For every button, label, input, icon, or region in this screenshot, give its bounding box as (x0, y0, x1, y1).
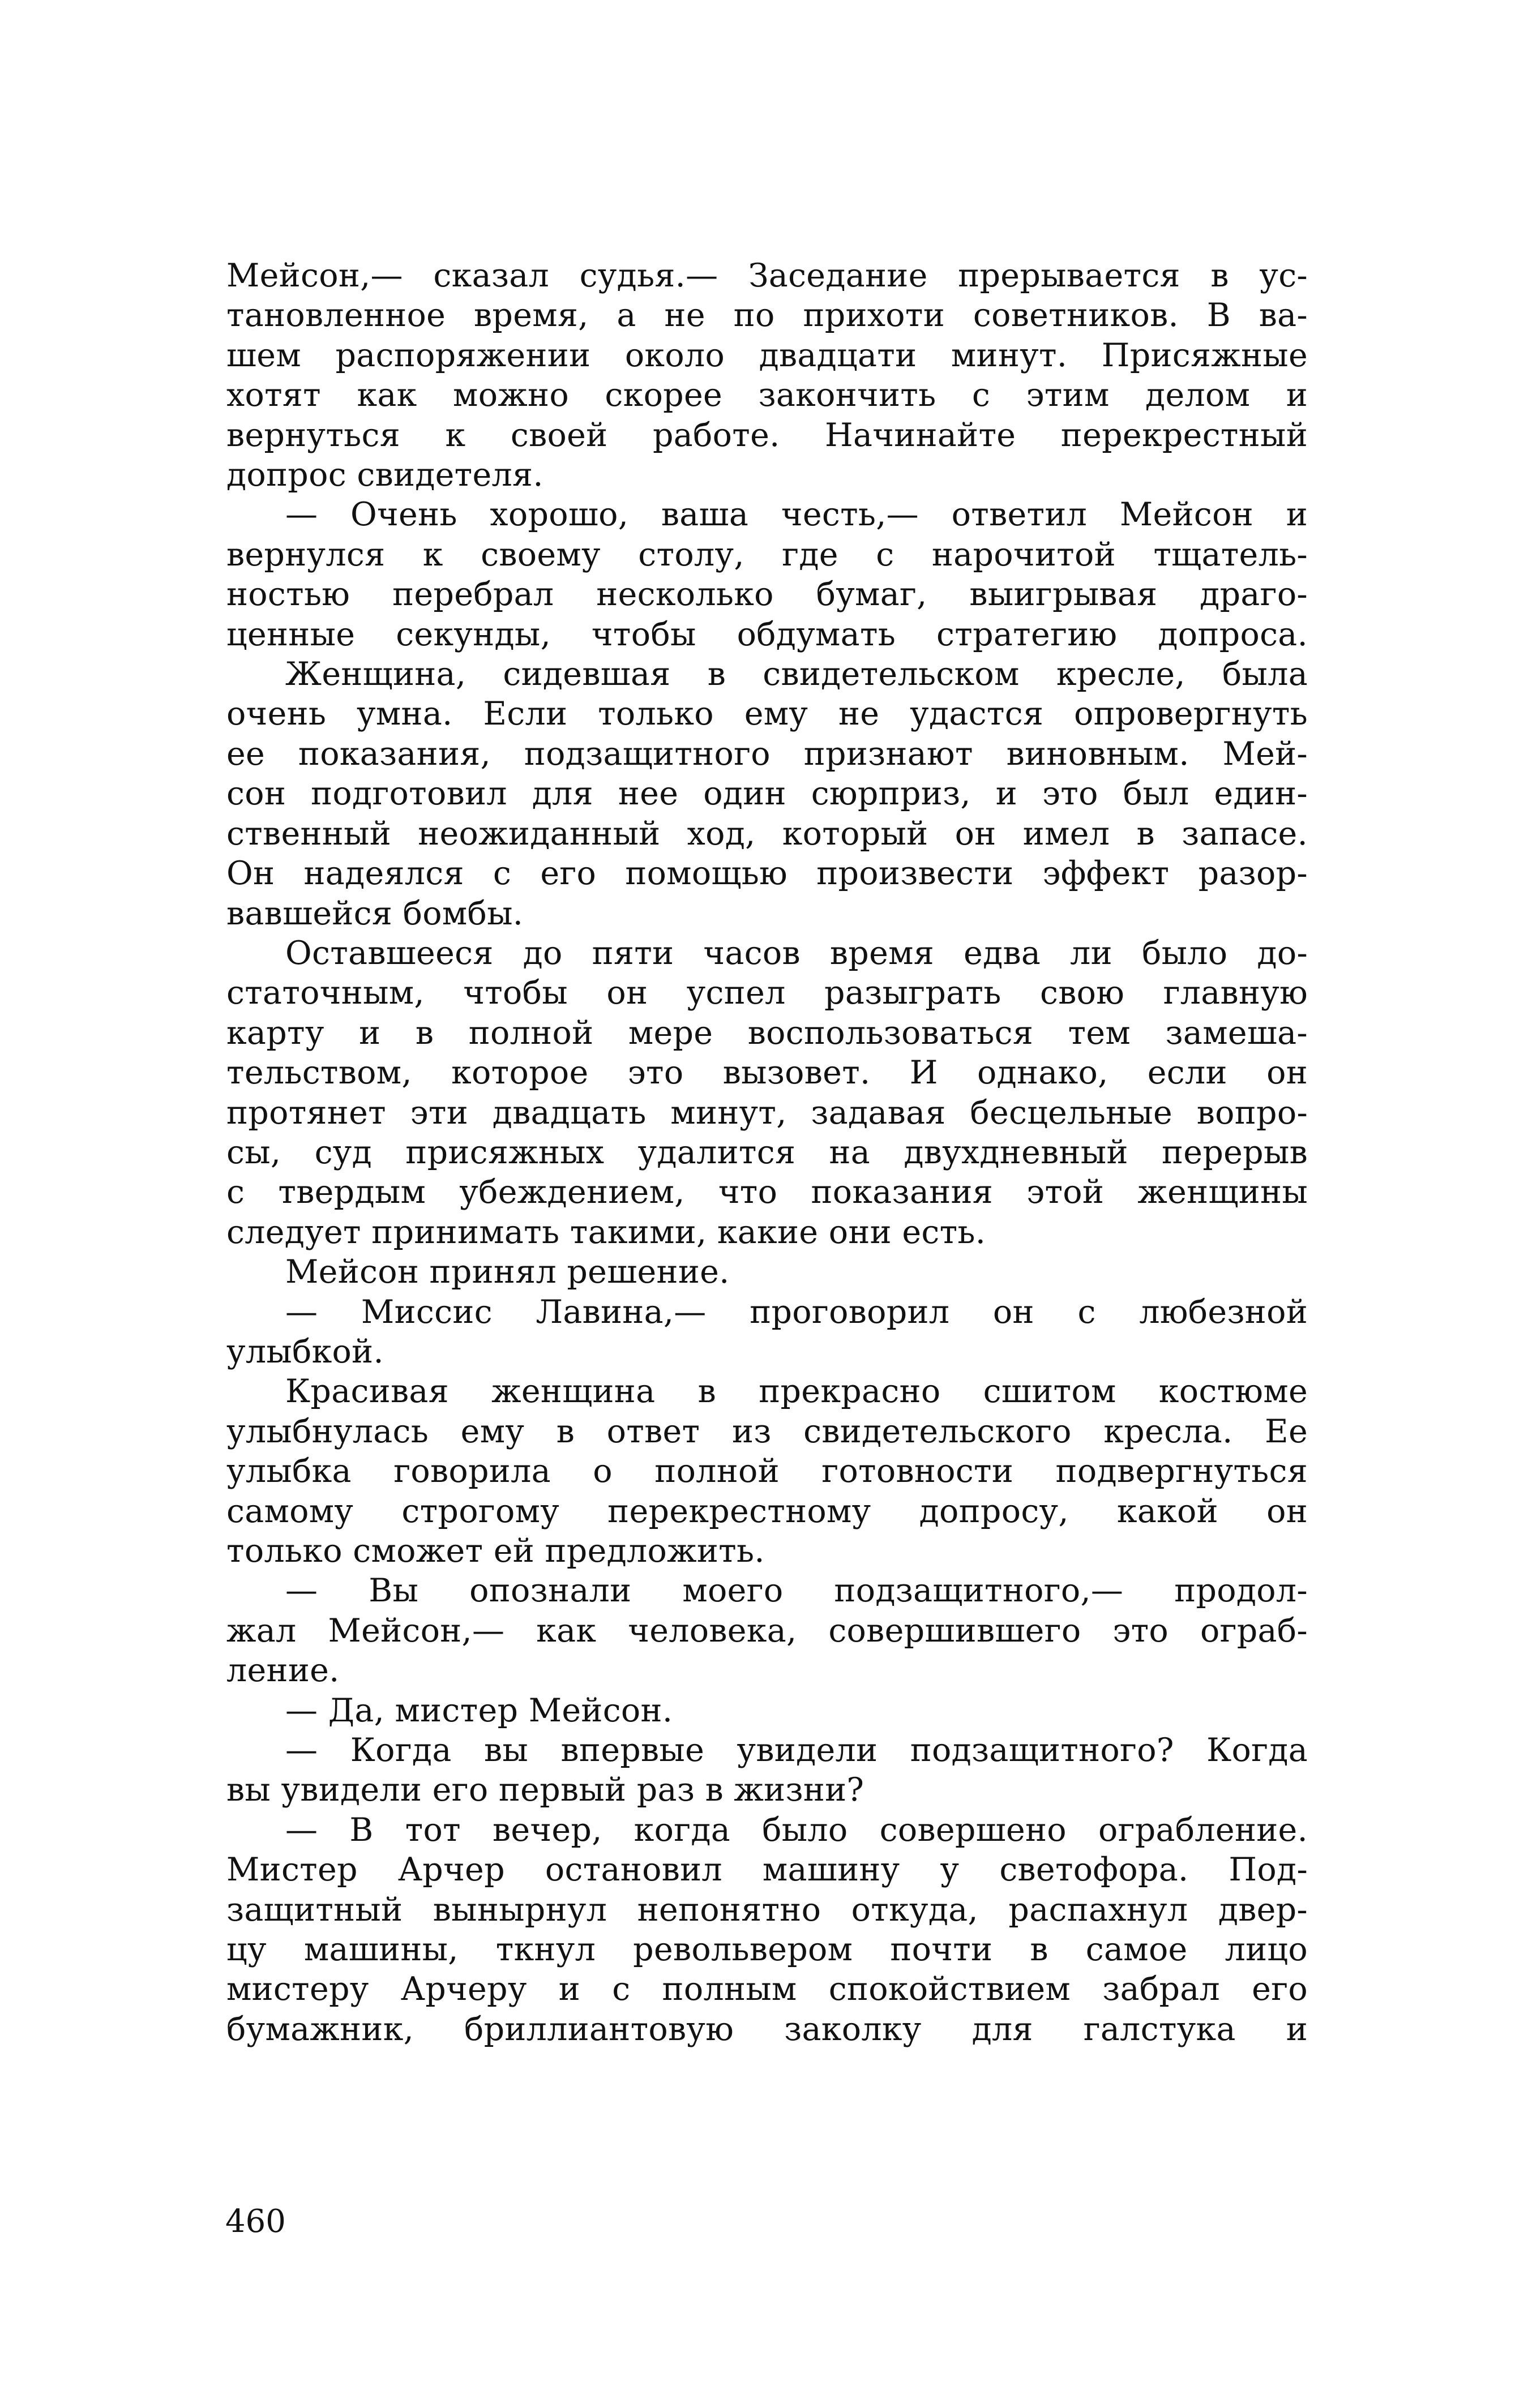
text-line: улыбкой. (226, 1332, 384, 1370)
text-line: Женщина, сидевшая в свидетельском кресле, была (285, 655, 1308, 693)
text-line: мистеру Арчеру и с полным спокойствием забрал его (226, 1970, 1308, 2008)
text-line: улыбнулась ему в ответ из свидетельского кресла. Ее (226, 1412, 1308, 1450)
text-line: бумажник, бриллиантовую заколку для галстука и (226, 2010, 1308, 2048)
text-line: цу машины, ткнул револьвером почти в самое лицо (226, 1931, 1308, 1969)
text-line: вавшейся бомбы. (226, 894, 524, 932)
body-text (226, 256, 1308, 2049)
text-line: — В тот вечер, когда было совершено ограбление. (285, 1811, 1308, 1849)
text-line: шем распоряжении около двадцати минут. Присяжные (226, 336, 1308, 374)
text-line: сы, суд присяжных удалится на двухдневный перерыв (226, 1133, 1308, 1171)
text-line: тановленное время, а не по прихоти советников. В ва- (226, 297, 1308, 335)
text-line: самому строгому перекрестному допросу, какой он (226, 1492, 1308, 1530)
text-line: Он надеялся с его помощью произвести эффект разор- (226, 855, 1308, 893)
text-line: — Очень хорошо, ваша честь,— ответил Мейсон и (285, 496, 1308, 534)
text-line: Мистер Арчер остановил машину у светофора. Под- (226, 1851, 1308, 1889)
text-line: следует принимать такими, какие они есть. (226, 1213, 986, 1251)
text-line: только сможет ей предложить. (226, 1532, 765, 1570)
text-line: ление. (226, 1652, 340, 1690)
text-line: Мейсон,— сказал судья.— Заседание прерывается в ус- (226, 257, 1308, 294)
text-line: вернулся к своему столу, где с нарочитой тщатель- (226, 535, 1308, 573)
text-line: статочным, чтобы он успел разыграть свою главную (226, 974, 1308, 1012)
text-line: сон подготовил для нее один сюрприз, и это был един- (226, 775, 1308, 813)
text-line: улыбка говорила о полной готовности подвергнуться (226, 1452, 1308, 1490)
text-line: вы увидели его первый раз в жизни? (226, 1771, 864, 1809)
text-line: вернуться к своей работе. Начинайте перекрестный (226, 416, 1308, 454)
text-line: — Миссис Лавина,— проговорил он с любезной (285, 1293, 1308, 1331)
text-line: защитный вынырнул непонятно откуда, распахнул двер- (226, 1891, 1308, 1929)
text-line: хотят как можно скорее закончить с этим делом и (226, 376, 1308, 414)
text-line: — Да, мистер Мейсон. (285, 1691, 673, 1729)
text-line: ее показания, подзащитного признают виновным. Мей- (226, 735, 1308, 773)
text-line: Мейсон принял решение. (285, 1253, 730, 1291)
text-line: допрос свидетеля. (226, 456, 543, 494)
text-line: протянет эти двадцать минут, задавая бесцельные вопро- (226, 1094, 1308, 1132)
text-line: — Вы опознали моего подзащитного,— продол- (285, 1572, 1308, 1610)
text-line: карту и в полной мере воспользоваться тем замеша- (226, 1014, 1308, 1052)
text-line: тельством, которое это вызовет. И однако, если он (226, 1054, 1308, 1092)
text-line: Оставшееся до пяти часов время едва ли было до- (285, 934, 1308, 972)
text-line: ностью перебрал несколько бумаг, выигрывая драго- (226, 576, 1308, 614)
text-line: — Когда вы впервые увидели подзащитного? Когда (285, 1732, 1308, 1769)
text-line: с твердым убеждением, что показания этой женщины (226, 1173, 1308, 1211)
text-line: очень умна. Если только ему не удастся опровергнуть (226, 695, 1308, 733)
text-line: ственный неожиданный ход, который он имел в запасе. (226, 815, 1308, 852)
text-line: Красивая женщина в прекрасно сшитом костюме (285, 1373, 1308, 1411)
text-line: жал Мейсон,— как человека, совершившего это ограб- (226, 1612, 1308, 1649)
text-line: ценные секунды, чтобы обдумать стратегию допроса. (226, 615, 1308, 653)
page-number: 460 (225, 2203, 286, 2240)
